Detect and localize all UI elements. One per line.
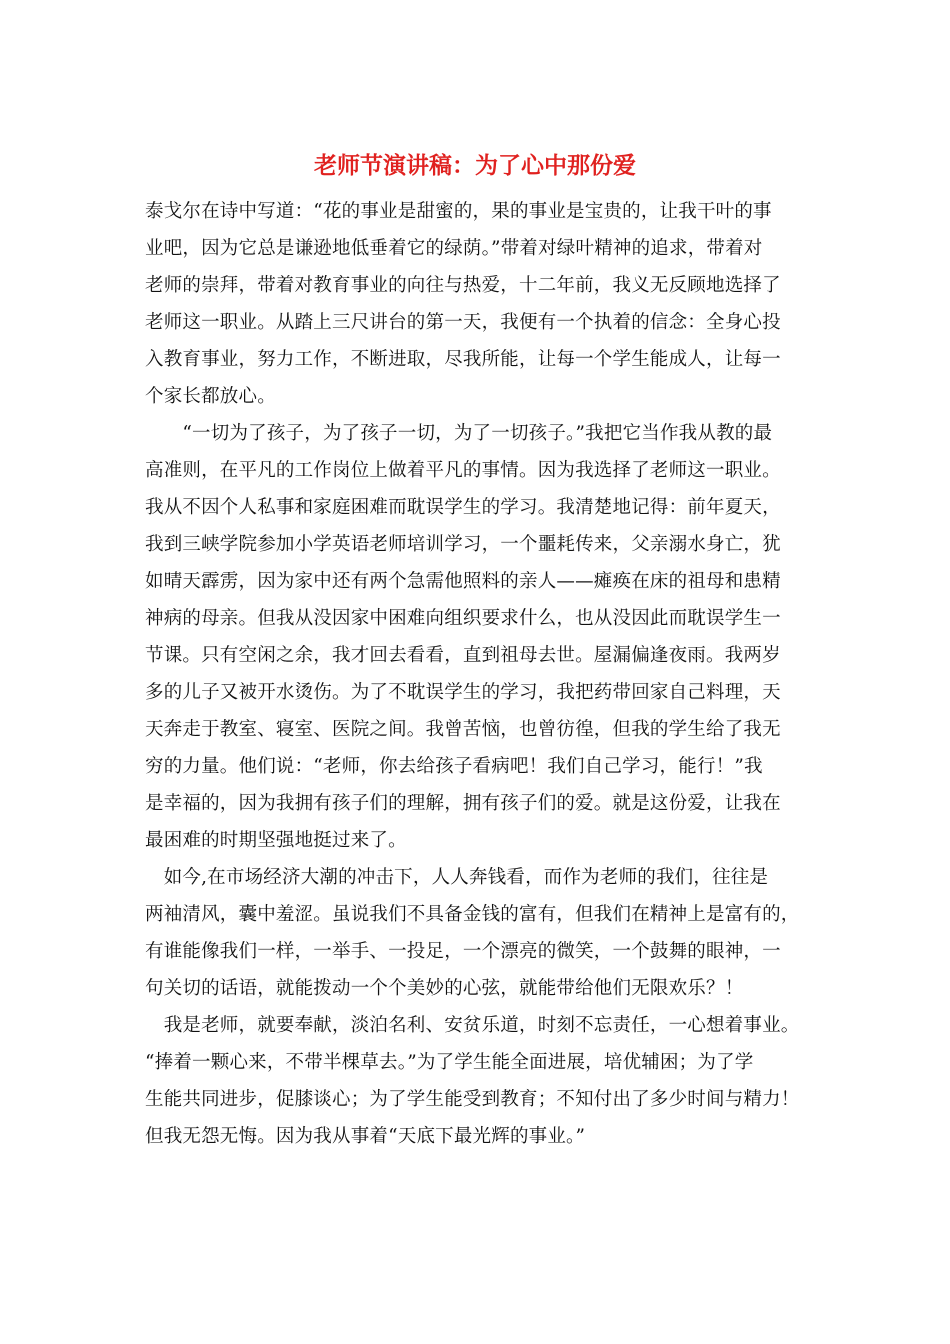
body-text-line: 句关切的话语，就能拨动一个个美妙的心弦，就能带给他们无限欢乐？！ [145,978,744,999]
body-text-line: 多的儿子又被开水烫伤。为了不耽误学生的学习，我把药带回家自己料理，天 [145,682,781,703]
document-title: 老师节演讲稿：为了心中那份爱 [314,153,636,179]
body-text-line: 我到三峡学院参加小学英语老师培训学习，一个噩耗传来，父亲溺水身亡，犹 [145,534,781,555]
body-text-line: 是幸福的，因为我拥有孩子们的理解，拥有孩子们的爱。就是这份爱，让我在 [145,793,781,814]
body-text-line: 入教育事业，努力工作，不断进取，尽我所能，让每一个学生能成人，让每一 [145,349,781,370]
body-text-line: 老师的崇拜，带着对教育事业的向往与热爱，十二年前，我义无反顾地选择了 [145,275,781,296]
body-text-line: 如晴天霹雳，因为家中还有两个急需他照料的亲人——瘫痪在床的祖母和患精 [145,571,781,592]
body-text-line: 最困难的时期坚强地挺过来了。 [145,830,407,851]
body-text-line: 生能共同进步，促膝谈心；为了学生能受到教育；不知付出了多少时间与精力！ [145,1089,800,1110]
body-text-line: 我是老师，就要奉献，淡泊名利、安贫乐道，时刻不忘责任，一心想着事业。 [145,1015,800,1036]
body-text-line: 但我无怨无悔。因为我从事着“天底下最光辉的事业。” [145,1126,586,1147]
body-text-line: 高准则，在平凡的工作岗位上做着平凡的事情。因为我选择了老师这一职业。 [145,460,781,481]
body-text-line: 有谁能像我们一样，一举手、一投足，一个漂亮的微笑，一个鼓舞的眼神，一 [145,941,781,962]
body-text-line: 如今,在市场经济大潮的冲击下，人人奔钱看，而作为老师的我们，往往是 [145,867,769,888]
body-text-line: 穷的力量。他们说：“老师，你去给孩子看病吧！我们自己学习，能行！”我 [145,756,763,777]
body-text-line: 节课。只有空闲之余，我才回去看看，直到祖母去世。屋漏偏逢夜雨。我两岁 [145,645,781,666]
body-text-line: 老师这一职业。从踏上三尺讲台的第一天，我便有一个执着的信念：全身心投 [145,312,781,333]
body-text-line: 泰戈尔在诗中写道：“花的事业是甜蜜的，果的事业是宝贵的，让我干叶的事 [145,201,772,222]
body-text-line: 天奔走于教室、寝室、医院之间。我曾苦恼，也曾彷徨，但我的学生给了我无 [145,719,781,740]
body-text-line: 业吧，因为它总是谦逊地低垂着它的绿荫。”带着对绿叶精神的追求，带着对 [145,238,763,259]
body-text-line: “捧着一颗心来，不带半棵草去。”为了学生能全面进展，培优辅困；为了学 [145,1052,754,1073]
body-text-line: 我从不因个人私事和家庭困难而耽误学生的学习。我清楚地记得：前年夏天， [145,497,781,518]
body-text-line: “一切为了孩子，为了孩子一切，为了一切孩子。”我把它当作我从教的最 [145,423,773,444]
body-text-line: 神病的母亲。但我从没因家中困难向组织要求什么，也从没因此而耽误学生一 [145,608,781,629]
document-body [145,193,815,1155]
body-text-line: 两袖清风，囊中羞涩。虽说我们不具备金钱的富有，但我们在精神上是富有的， [145,904,800,925]
body-text-line: 个家长都放心。 [145,386,276,407]
